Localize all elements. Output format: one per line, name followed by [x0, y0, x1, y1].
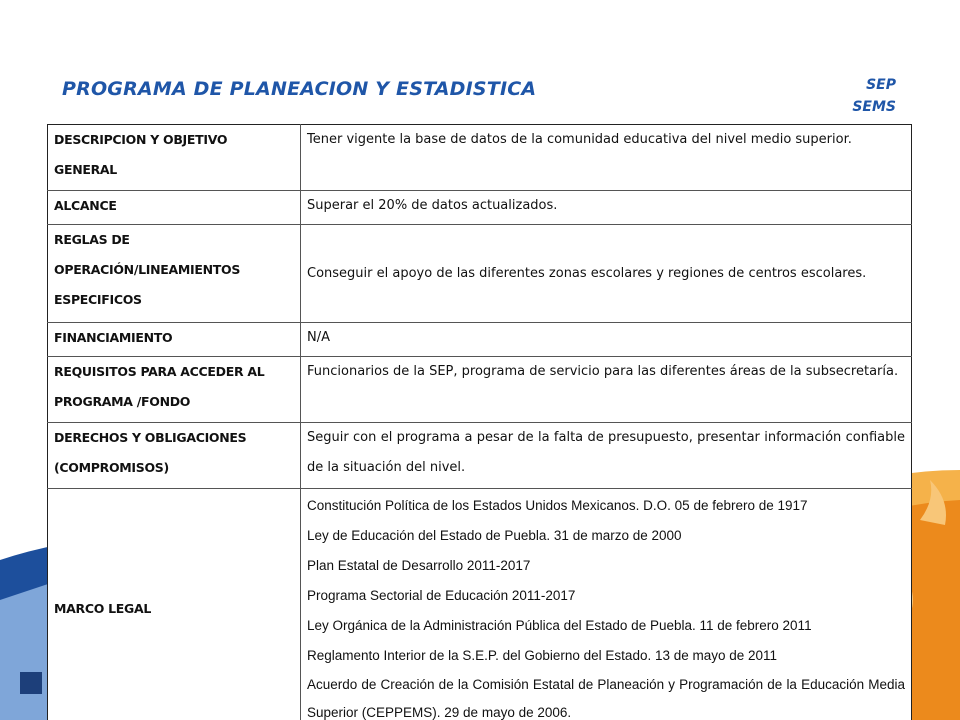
row-value: Funcionarios de la SEP, programa de servicio para las diferentes áreas de la subsecretaría.	[301, 357, 912, 423]
row-label: REGLAS DE OPERACIÓN/LINEAMIENTOS ESPECIFICOS	[48, 225, 301, 323]
page-title: PROGRAMA DE PLANEACION Y ESTADISTICA	[62, 78, 537, 100]
legal-item: Programa Sectorial de Educación 2011-2017	[307, 588, 576, 603]
table-row	[48, 125, 912, 191]
table-row	[48, 323, 912, 357]
legal-item: Acuerdo de Creación de la Comisión Estatal de Planeación y Programación de la Educación Media Superior (CEPPEMS). 29 de mayo de 2006.	[307, 677, 905, 720]
table-row	[48, 225, 912, 323]
row-value: Seguir con el programa a pesar de la falta de presupuesto, presentar información confiable de la situación del nivel.	[301, 423, 912, 489]
legal-list	[301, 489, 912, 720]
table-row	[48, 191, 912, 225]
table-row	[48, 357, 912, 423]
agency-sep: SEP	[866, 77, 896, 93]
row-label: REQUISITOS PARA ACCEDER AL PROGRAMA /FONDO	[48, 357, 301, 423]
row-label: DESCRIPCION Y OBJETIVO GENERAL	[48, 125, 301, 191]
table-row	[48, 423, 912, 489]
legal-item: Ley Orgánica de la Administración Pública del Estado de Puebla. 11 de febrero 2011	[307, 618, 812, 633]
row-value: Tener vigente la base de datos de la comunidad educativa del nivel medio superior.	[301, 125, 912, 191]
table-row-legal	[48, 489, 912, 720]
row-value: Superar el 20% de datos actualizados.	[301, 191, 912, 225]
row-value: Conseguir el apoyo de las diferentes zonas escolares y regiones de centros escolares.	[301, 225, 912, 323]
legal-item: Constitución Política de los Estados Unidos Mexicanos. D.O. 05 de febrero de 1917	[307, 498, 808, 513]
legal-item: Reglamento Interior de la S.E.P. del Gobierno del Estado. 13 de mayo de 2011	[307, 648, 778, 663]
agency-label	[852, 74, 896, 118]
row-label: ALCANCE	[48, 191, 301, 225]
legal-item: Plan Estatal de Desarrollo 2011-2017	[307, 558, 531, 573]
row-label: FINANCIAMIENTO	[48, 323, 301, 357]
row-value: N/A	[301, 323, 912, 357]
row-label: MARCO LEGAL	[48, 489, 301, 720]
agency-sems: SEMS	[852, 99, 896, 115]
row-label: DERECHOS Y OBLIGACIONES (COMPROMISOS)	[48, 423, 301, 489]
legal-item: Ley de Educación del Estado de Puebla. 31 de marzo de 2000	[307, 528, 682, 543]
program-info-table	[47, 124, 912, 720]
